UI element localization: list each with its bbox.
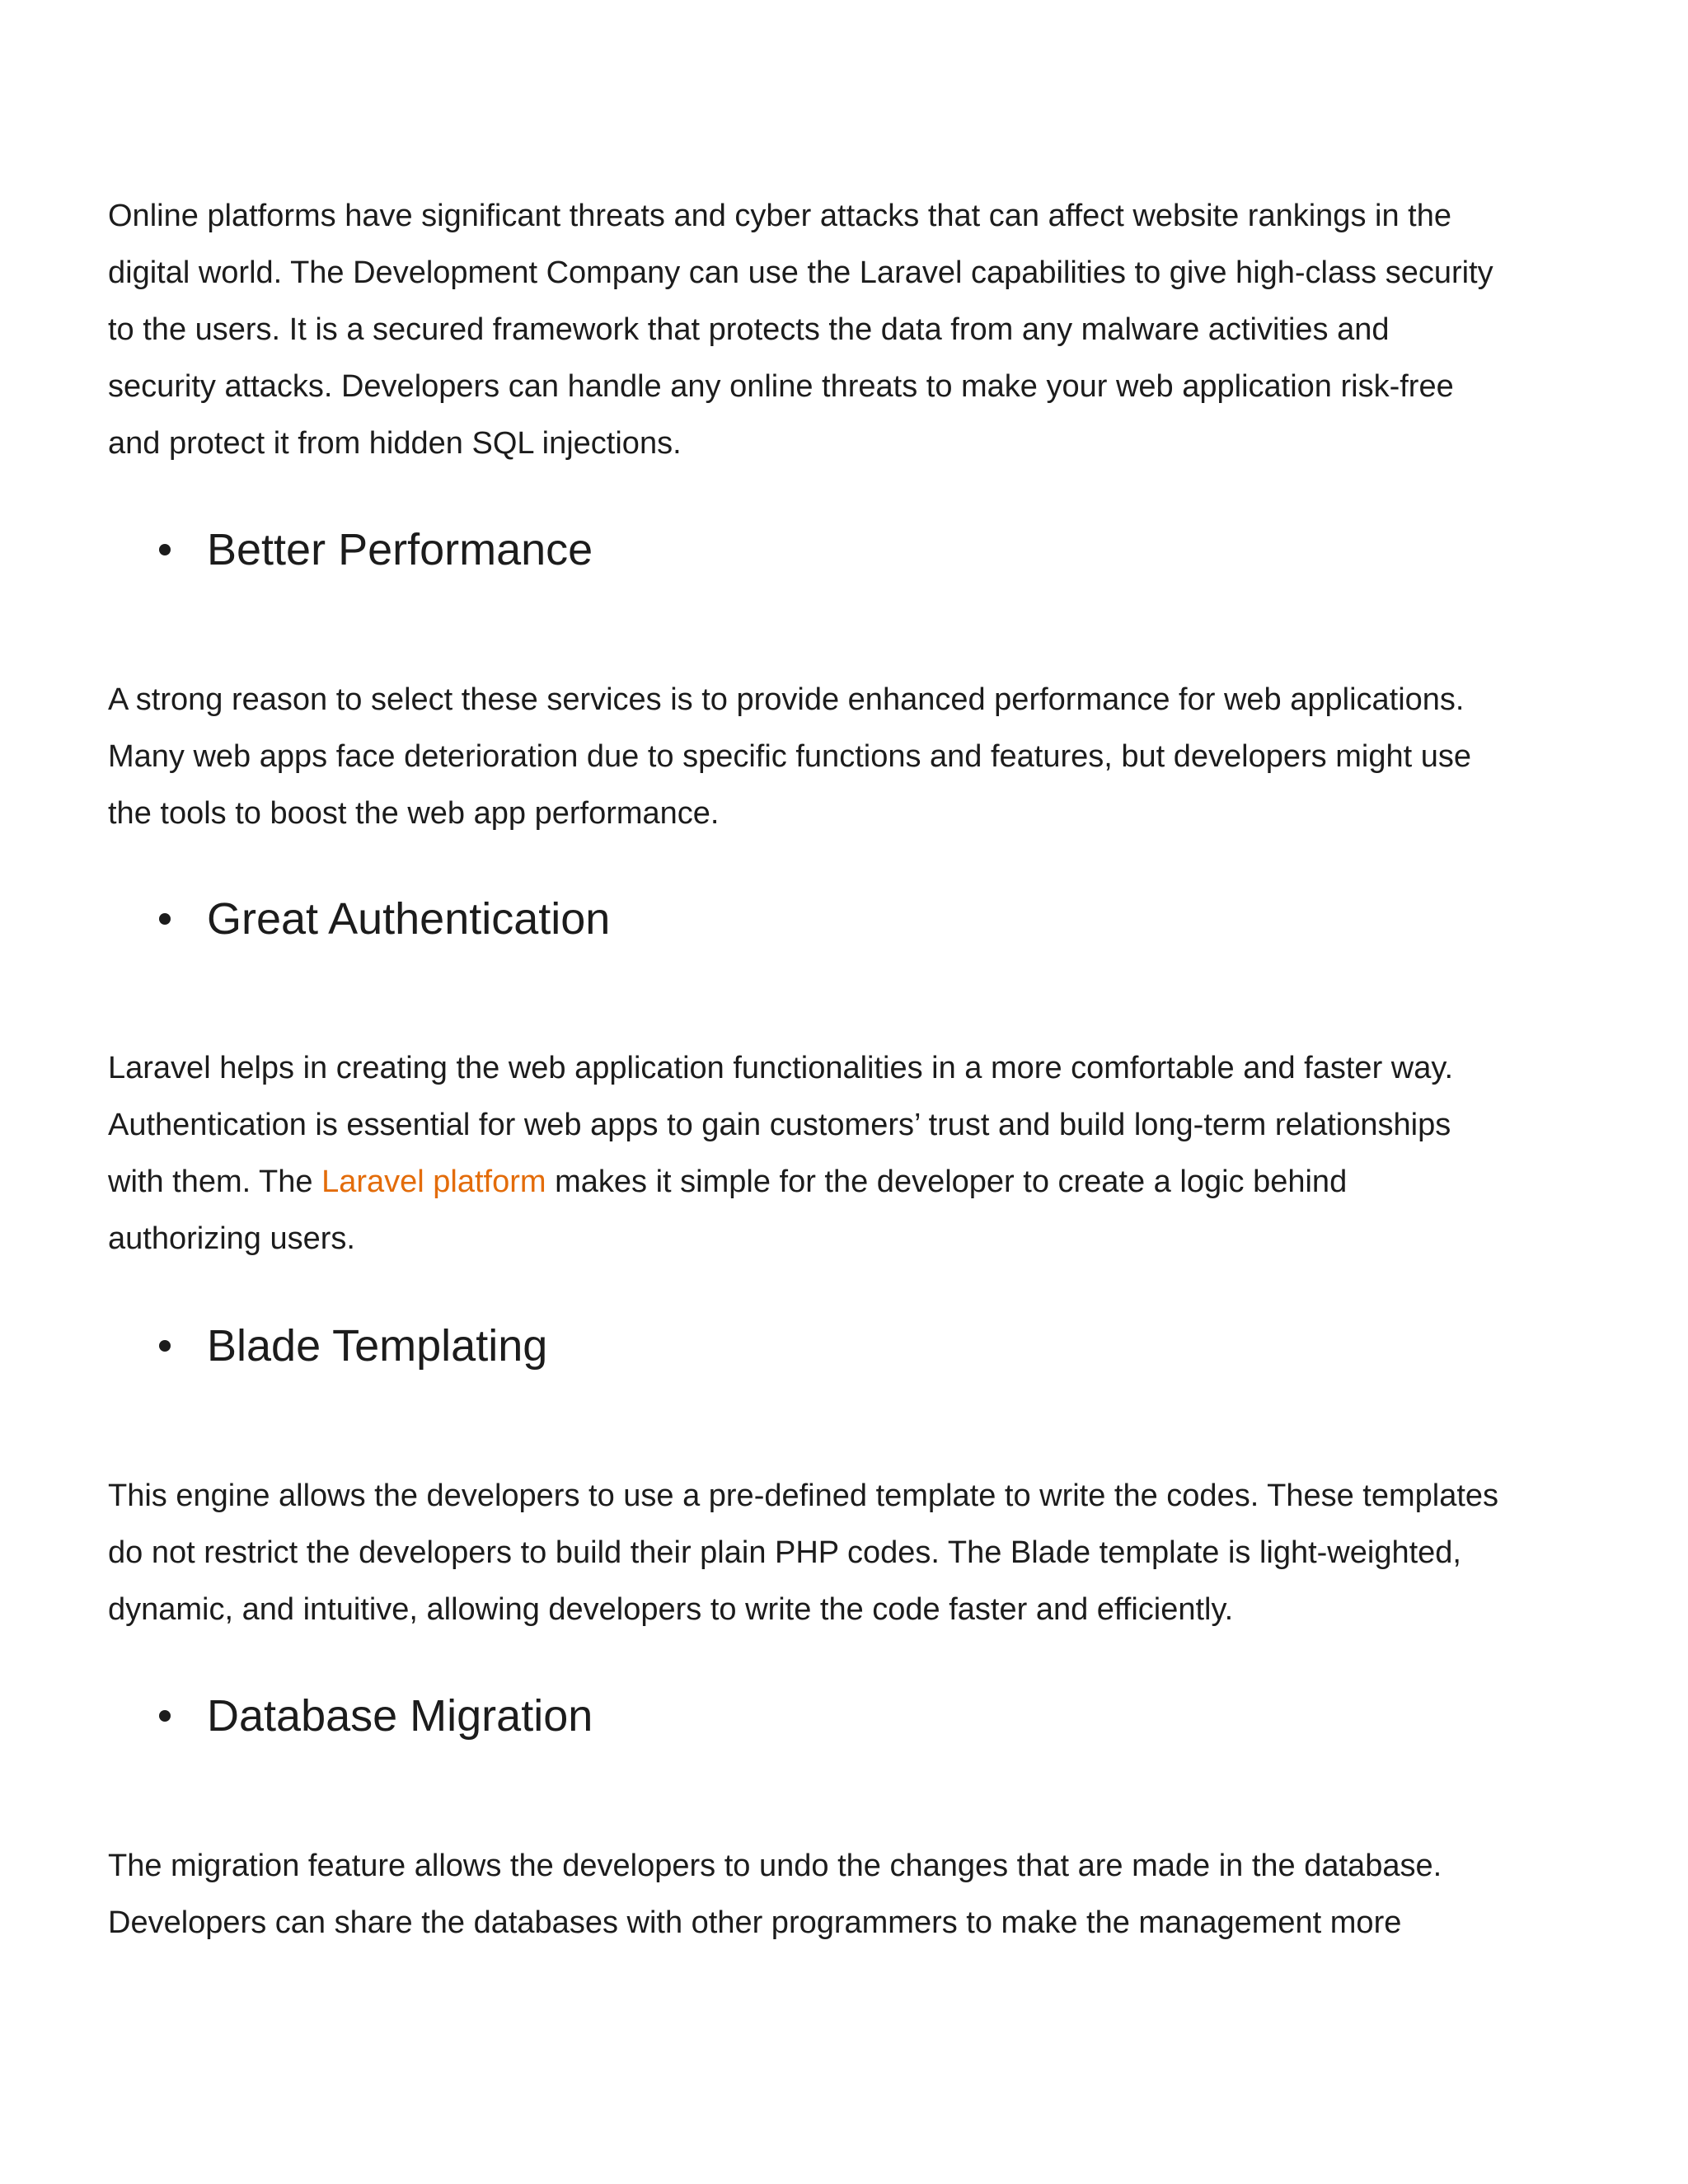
authentication-paragraph: [108, 1040, 1592, 1268]
paragraph-line: The migration feature allows the developers to undo the changes that are made in the database.: [108, 1849, 1442, 1883]
paragraph-line: Many web apps face deterioration due to specific functions and features, but developers might use: [108, 739, 1471, 774]
heading-text: Blade Templating: [207, 1321, 548, 1371]
line-text: with them. The: [108, 1165, 322, 1199]
bullet-icon: [159, 913, 171, 925]
heading-text: Great Authentication: [207, 894, 611, 944]
paragraph-line: Authentication is essential for web apps to gain customers’ trust and build long-term relationships: [108, 1108, 1451, 1142]
paragraph-line: dynamic, and intuitive, allowing developers to write the code faster and efficiently.: [108, 1592, 1234, 1627]
bullet-icon: [159, 1340, 171, 1352]
blade-paragraph: [108, 1468, 1592, 1638]
line-text: makes it simple for the developer to create a logic behind: [546, 1165, 1348, 1199]
paragraph-line: Laravel helps in creating the web application functionalities in a more comfortable and faster way.: [108, 1051, 1454, 1085]
paragraph-line: and protect it from hidden SQL injections.: [108, 426, 682, 461]
laravel-platform-link[interactable]: Laravel platform: [321, 1165, 546, 1199]
paragraph-line: [108, 1154, 1592, 1211]
security-paragraph: [108, 188, 1592, 472]
heading-text: Better Performance: [207, 525, 593, 574]
performance-paragraph: [108, 672, 1592, 842]
paragraph-line: A strong reason to select these services is to provide enhanced performance for web applications.: [108, 682, 1465, 717]
paragraph-line: digital world. The Development Company can use the Laravel capabilities to give high-class security: [108, 255, 1493, 290]
bullet-icon: [159, 1710, 171, 1722]
paragraph-line: the tools to boost the web app performance.: [108, 796, 720, 831]
paragraph-line: security attacks. Developers can handle any online threats to make your web application risk-free: [108, 369, 1454, 404]
paragraph-line: Developers can share the databases with other programmers to make the management more: [108, 1905, 1402, 1940]
paragraph-line: do not restrict the developers to build their plain PHP codes. The Blade template is light-weighted,: [108, 1535, 1461, 1570]
migration-paragraph: [108, 1838, 1592, 1952]
paragraph-line: This engine allows the developers to use a pre-defined template to write the codes. These templates: [108, 1479, 1499, 1513]
paragraph-line: authorizing users.: [108, 1221, 355, 1256]
bullet-icon: [159, 544, 171, 555]
heading-text: Database Migration: [207, 1691, 593, 1741]
paragraph-line: Online platforms have significant threats and cyber attacks that can affect website rankings in the: [108, 199, 1451, 233]
paragraph-line: to the users. It is a secured framework that protects the data from any malware activities and: [108, 312, 1390, 347]
